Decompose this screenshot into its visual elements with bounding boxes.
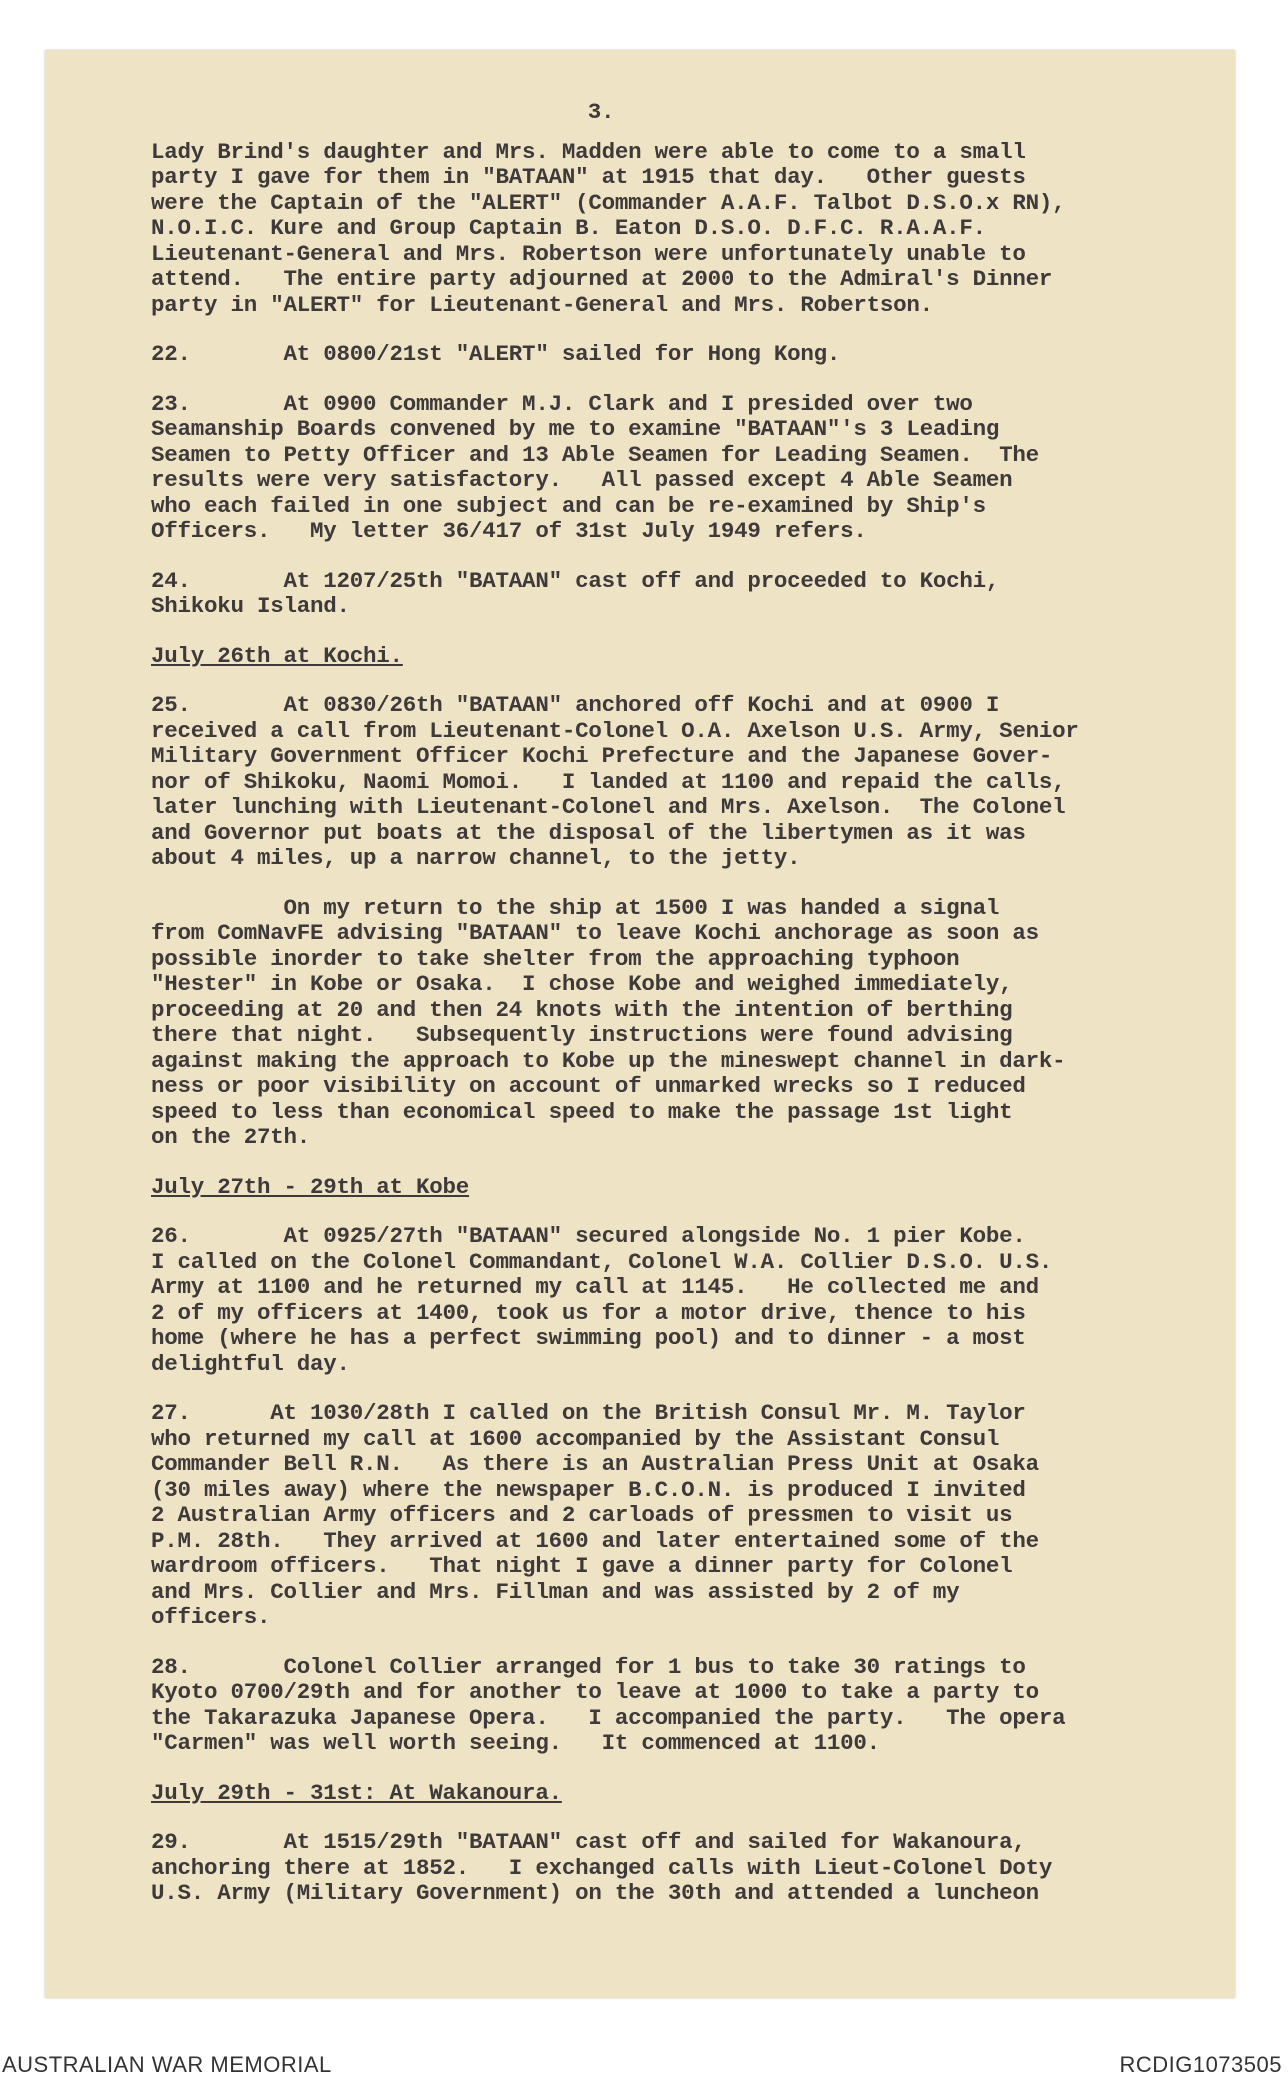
- paragraph: [151, 896, 1231, 1151]
- text-line: Lieutenant-General and Mrs. Robertson were unfortunately unable to: [151, 240, 1026, 267]
- text-line: P.M. 28th. They arrived at 1600 and later entertained some of the: [151, 1527, 1039, 1554]
- text-line: against making the approach to Kobe up the mineswept channel in dark-: [151, 1047, 1066, 1074]
- text-line: 2 Australian Army officers and 2 carloads of pressmen to visit us: [151, 1502, 1013, 1528]
- text-line: home (where he has a perfect swimming pool) and to dinner - a most: [151, 1325, 1026, 1351]
- text-line: delightful day.: [151, 1350, 350, 1377]
- text-line: N.O.I.C. Kure and Group Captain B. Eaton D.S.O. D.F.C. R.A.A.F.: [151, 215, 986, 241]
- text-line: from ComNavFE advising "BATAAN" to leave Kochi anchorage as soon as: [151, 920, 1039, 946]
- text-line: there that night. Subsequently instructions were found advising: [151, 1022, 1013, 1048]
- text-line: 25. At 0830/26th "BATAAN" anchored off Kochi and at 0900 I: [151, 692, 1000, 718]
- paragraph: [151, 1830, 1231, 1907]
- text-line: Seamanship Boards convened by me to examine "BATAAN"'s 3 Leading: [151, 416, 1000, 442]
- text-line: Military Government Officer Kochi Prefecture and the Japanese Gover-: [151, 743, 1053, 769]
- text-line: 22. At 0800/21st "ALERT" sailed for Hong Kong.: [151, 341, 841, 367]
- document-body: [151, 100, 1231, 1931]
- text-line: wardroom officers. That night I gave a dinner party for Colonel: [151, 1553, 1013, 1579]
- text-line: 2 of my officers at 1400, took us for a motor drive, thence to his: [151, 1299, 1026, 1326]
- paragraph: [151, 1224, 1231, 1377]
- text-line: I called on the Colonel Commandant, Colonel W.A. Collier D.S.O. U.S.: [151, 1248, 1053, 1275]
- text-line: party in "ALERT" for Lieutenant-General and Mrs. Robertson.: [151, 291, 933, 318]
- text-line: Lady Brind's daughter and Mrs. Madden were able to come to a small: [151, 138, 1026, 165]
- text-line: "Carmen" was well worth seeing. It commenced at 1100.: [151, 1730, 880, 1756]
- section-heading: July 27th - 29th at Kobe: [151, 1173, 470, 1200]
- text-line: who returned my call at 1600 accompanied by the Assistant Consul: [151, 1425, 1000, 1452]
- text-line: 24. At 1207/25th "BATAAN" cast off and proceeded to Kochi,: [151, 567, 1000, 594]
- text-line: results were very satisfactory. All passed except 4 Able Seamen: [151, 467, 1013, 493]
- paragraph: [151, 392, 1231, 545]
- section-heading: July 29th - 31st: At Wakanoura.: [151, 1779, 562, 1806]
- text-line: 23. At 0900 Commander M.J. Clark and I presided over two: [151, 390, 973, 417]
- footer-record-id: RCDIG1073505: [1119, 2052, 1282, 2077]
- text-line: later lunching with Lieutenant-Colonel and Mrs. Axelson. The Colonel: [151, 794, 1066, 820]
- text-line: on the 27th.: [151, 1124, 311, 1150]
- text-line: 27. At 1030/28th I called on the British Consul Mr. M. Taylor: [151, 1400, 1026, 1426]
- text-line: possible inorder to take shelter from the approaching typhoon: [151, 945, 960, 972]
- text-line: "Hester" in Kobe or Osaka. I chose Kobe and weighed immediately,: [151, 971, 1013, 997]
- text-line: U.S. Army (Military Government) on the 30th and attended a luncheon: [151, 1880, 1039, 1906]
- text-line: anchoring there at 1852. I exchanged calls with Lieut-Colonel Doty: [151, 1854, 1053, 1881]
- text-line: who each failed in one subject and can be re-examined by Ship's: [151, 492, 986, 519]
- paragraph: [151, 342, 1231, 368]
- footer-archive-name: AUSTRALIAN WAR MEMORIAL: [2, 2052, 332, 2077]
- text-line: received a call from Lieutenant-Colonel O.A. Axelson U.S. Army, Senior: [151, 717, 1079, 744]
- text-line: attend. The entire party adjourned at 2000 to the Admiral's Dinner: [151, 266, 1053, 292]
- text-line: nor of Shikoku, Naomi Momoi. I landed at 1100 and repaid the calls,: [151, 768, 1066, 795]
- text-line: about 4 miles, up a narrow channel, to the jetty.: [151, 845, 801, 871]
- text-line: the Takarazuka Japanese Opera. I accompanied the party. The opera: [151, 1704, 1066, 1731]
- text-line: On my return to the ship at 1500 I was handed a signal: [151, 894, 1000, 921]
- text-line: were the Captain of the "ALERT" (Commander A.A.F. Talbot D.S.O.x RN),: [151, 189, 1066, 216]
- page-number: 3.: [587, 99, 615, 125]
- text-line: party I gave for them in "BATAAN" at 1915 that day. Other guests: [151, 164, 1026, 190]
- text-line: 29. At 1515/29th "BATAAN" cast off and sailed for Wakanoura,: [151, 1829, 1026, 1855]
- paragraph: [151, 693, 1231, 872]
- paragraph: [151, 1655, 1231, 1757]
- text-line: Seamen to Petty Officer and 13 Able Seamen for Leading Seamen. The: [151, 441, 1039, 468]
- text-line: ness or poor visibility on account of unmarked wrecks so I reduced: [151, 1073, 1026, 1099]
- text-line: Shikoku Island.: [151, 593, 350, 619]
- text-line: proceeding at 20 and then 24 knots with the intention of berthing: [151, 996, 1013, 1023]
- text-line: (30 miles away) where the newspaper B.C.O.N. is produced I invited: [151, 1476, 1026, 1503]
- text-line: officers.: [151, 1604, 271, 1630]
- text-line: and Mrs. Collier and Mrs. Fillman and was assisted by 2 of my: [151, 1578, 960, 1605]
- text-line: Commander Bell R.N. As there is an Australian Press Unit at Osaka: [151, 1451, 1039, 1477]
- section-heading: July 26th at Kochi.: [151, 642, 403, 669]
- text-line: 26. At 0925/27th "BATAAN" secured alongside No. 1 pier Kobe.: [151, 1223, 1026, 1249]
- text-line: speed to less than economical speed to make the passage 1st light: [151, 1098, 1013, 1125]
- text-line: 28. Colonel Collier arranged for 1 bus to take 30 ratings to: [151, 1653, 1026, 1680]
- paragraph: [151, 569, 1231, 620]
- paragraph: [151, 140, 1231, 319]
- text-line: Army at 1100 and he returned my call at 1145. He collected me and: [151, 1274, 1039, 1300]
- paragraph: [151, 1401, 1231, 1631]
- text-line: Kyoto 0700/29th and for another to leave at 1000 to take a party to: [151, 1679, 1039, 1705]
- text-line: Officers. My letter 36/417 of 31st July 1949 refers.: [151, 518, 867, 544]
- text-line: and Governor put boats at the disposal of the libertymen as it was: [151, 819, 1026, 846]
